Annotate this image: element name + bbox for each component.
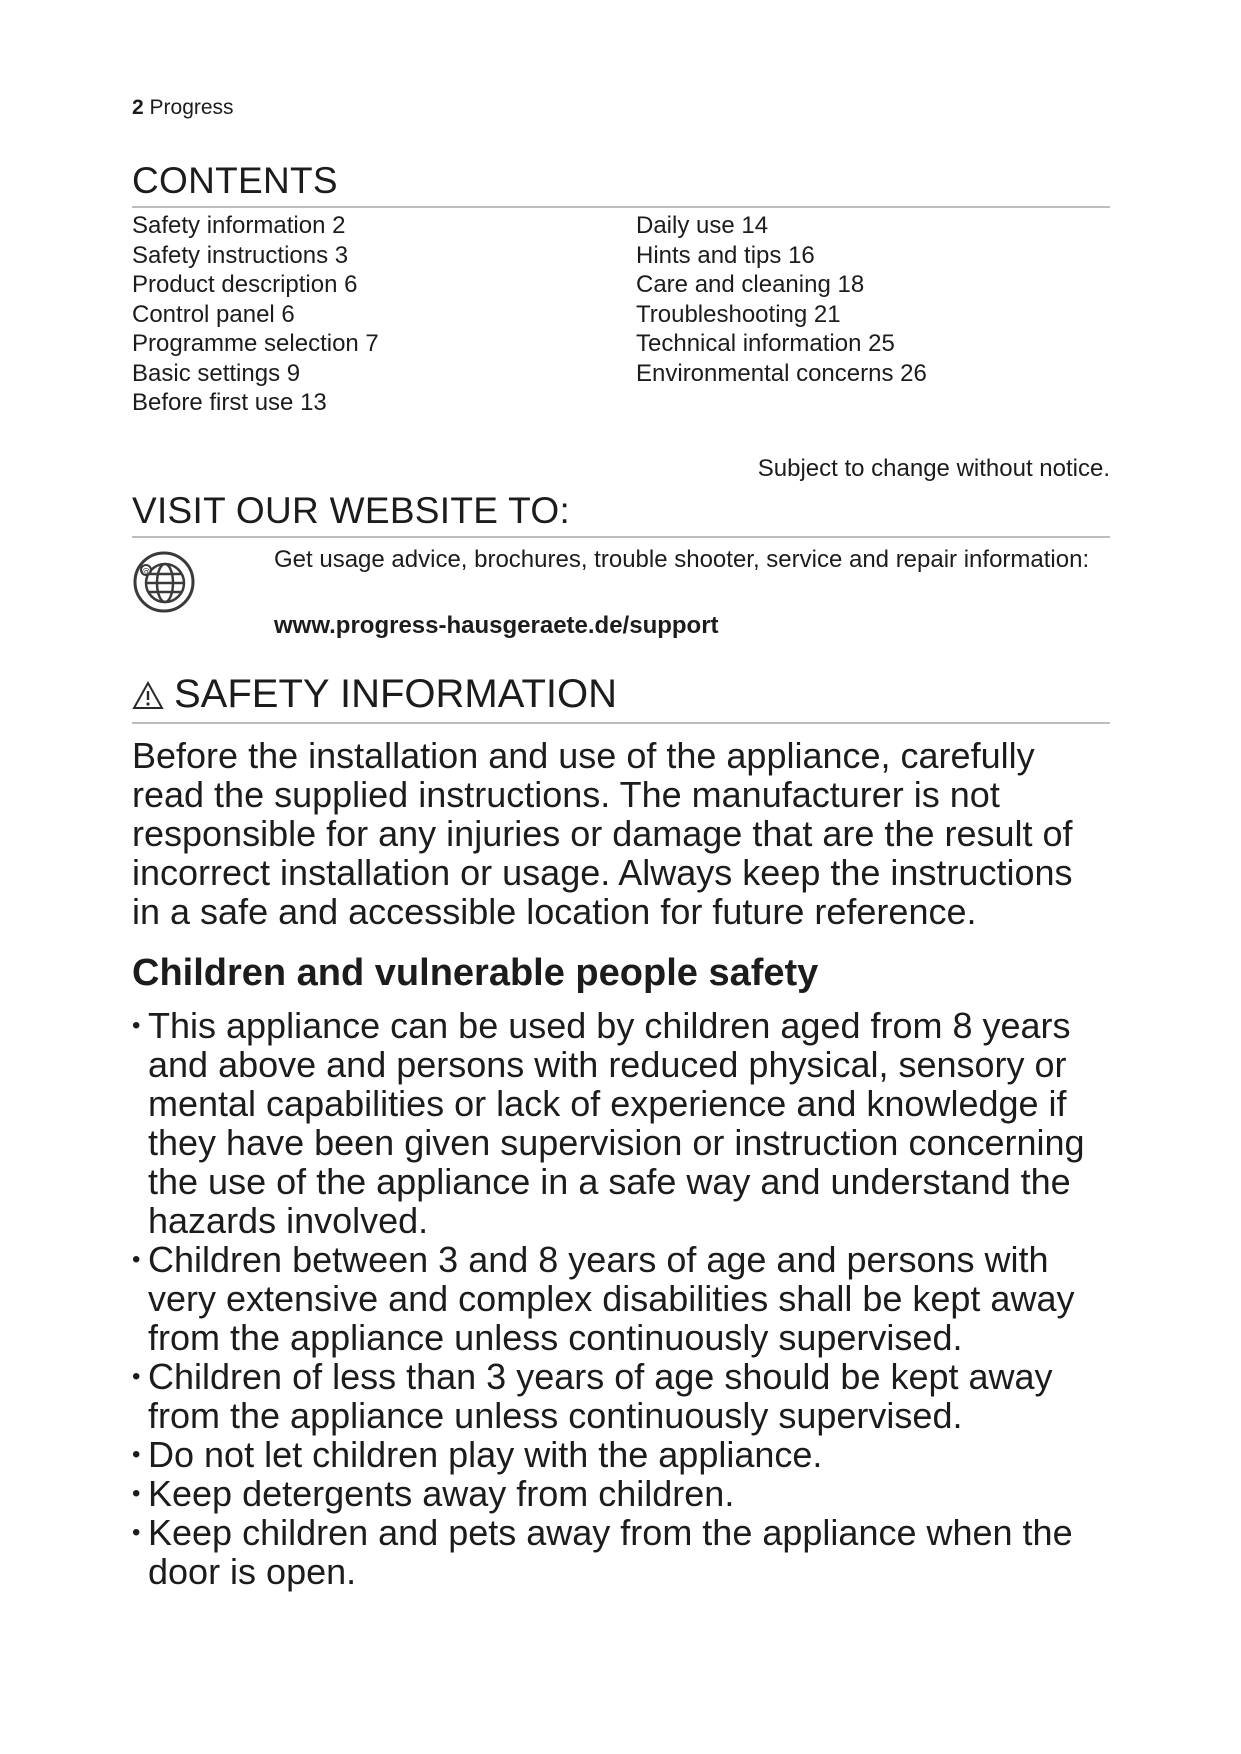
list-item: • Do not let children play with the appliance. [132, 1435, 1110, 1474]
toc-item[interactable]: Control panel 6 [132, 300, 295, 328]
globe-icon [132, 550, 196, 614]
list-item: • Children between 3 and 8 years of age and persons with very extensive and complex disabilities shall be kept away from the appliance unless continuously supervised. [132, 1240, 1110, 1357]
list-item: • Keep detergents away from children. [132, 1474, 1110, 1513]
bullet-text: Children of less than 3 years of age should be kept away from the appliance unless continuously supervised. [148, 1356, 1053, 1436]
change-notice: Subject to change without notice. [757, 455, 1110, 482]
warning-icon [132, 681, 164, 710]
toc-item[interactable]: Troubleshooting 21 [636, 300, 841, 328]
svg-text:@: @ [142, 566, 150, 576]
toc-item[interactable]: Daily use 14 [636, 212, 769, 239]
bullet-text: Children between 3 and 8 years of age and persons with very extensive and complex disabilities shall be kept away from the appliance unless continuously supervised. [148, 1239, 1075, 1358]
toc-item[interactable]: Technical information 25 [636, 330, 895, 357]
brand-name: Progress [149, 96, 234, 119]
contents-title: CONTENTS [132, 160, 338, 201]
toc-item[interactable]: Programme selection 7 [132, 330, 379, 357]
toc-item[interactable]: Environmental concerns 26 [636, 359, 927, 387]
children-safety-heading: Children and vulnerable people safety [132, 952, 819, 994]
toc-item[interactable]: Basic settings 9 [132, 359, 301, 387]
website-description: Get usage advice, brochures, trouble shooter, service and repair information: [274, 546, 1090, 573]
contents-divider [132, 206, 1110, 208]
toc-item[interactable]: Before first use 13 [132, 389, 327, 416]
toc-item[interactable]: Hints and tips 16 [636, 241, 815, 269]
list-item: • Children of less than 3 years of age should be kept away from the appliance unless continuously supervised. [132, 1357, 1110, 1435]
list-item: • This appliance can be used by children aged from 8 years and above and persons with reduced physical, sensory or mental capabilities or lack of experience and knowledge if they have been given supervision or instruction concerning the use of the appliance in a safe way and understand the hazards involved. [132, 1006, 1110, 1240]
support-link[interactable]: www.progress-hausgeraete.de/support [274, 612, 719, 639]
bullet-text: Keep children and pets away from the appliance when the door is open. [148, 1512, 1073, 1592]
safety-divider [132, 722, 1110, 724]
safety-title: SAFETY INFORMATION [174, 672, 617, 716]
website-divider [132, 536, 1110, 538]
toc-left-column [132, 211, 379, 418]
website-title: VISIT OUR WEBSITE TO: [132, 490, 571, 531]
safety-intro: Before the installation and use of the appliance, carefully read the supplied instructions. The manufacturer is not responsible for any injuries or damage that are the result of incorrect installation or usage. Always keep the instructions in a safe and accessible location for future reference. [132, 735, 1073, 932]
toc-item[interactable]: Safety instructions 3 [132, 241, 349, 269]
page-number: 2 [132, 96, 144, 119]
toc-right-column [636, 211, 927, 388]
bullet-text: Keep detergents away from children. [148, 1473, 735, 1514]
page-header [132, 96, 234, 120]
bullet-text: Do not let children play with the appliance. [148, 1434, 823, 1475]
toc-item[interactable]: Product description 6 [132, 271, 358, 298]
toc-item[interactable]: Care and cleaning 18 [636, 271, 865, 298]
children-safety-list [132, 1006, 1110, 1591]
toc-item[interactable]: Safety information 2 [132, 212, 346, 239]
bullet-text: This appliance can be used by children aged from 8 years and above and persons with reduced physical, sensory or mental capabilities or lack of experience and knowledge if they have been given supervision or instruction concerning the use of the appliance in a safe way and understand the hazards involved. [148, 1005, 1085, 1241]
list-item: • Keep children and pets away from the appliance when the door is open. [132, 1513, 1110, 1591]
